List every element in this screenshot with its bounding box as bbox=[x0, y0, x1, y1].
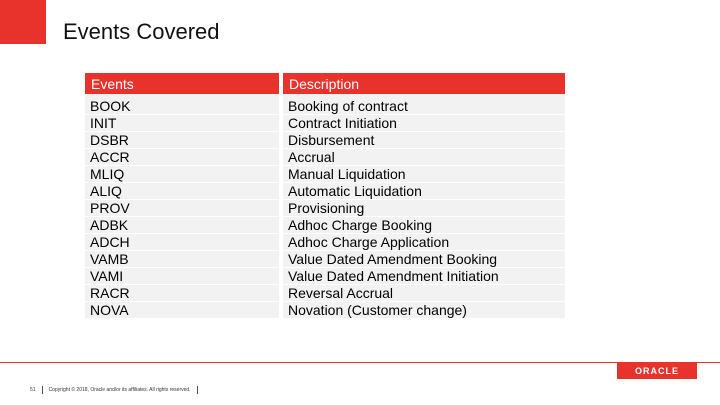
table-row bbox=[85, 268, 565, 285]
table-row bbox=[85, 94, 565, 115]
table-row bbox=[85, 149, 565, 166]
event-code: ALIQ bbox=[85, 183, 281, 200]
table-header-row bbox=[85, 73, 565, 94]
event-description: Value Dated Amendment Booking bbox=[281, 251, 565, 268]
event-code: VAMI bbox=[85, 268, 281, 285]
event-code: VAMB bbox=[85, 251, 281, 268]
table-row bbox=[85, 115, 565, 132]
header-events: Events bbox=[85, 73, 281, 94]
event-description: Disbursement bbox=[281, 132, 565, 149]
page-number: 51 bbox=[30, 387, 36, 393]
event-description: Value Dated Amendment Initiation bbox=[281, 268, 565, 285]
event-code: MLIQ bbox=[85, 166, 281, 183]
events-table bbox=[85, 73, 565, 319]
event-code: ACCR bbox=[85, 149, 281, 166]
slide-title: Events Covered bbox=[63, 19, 220, 44]
table-row bbox=[85, 302, 565, 319]
event-code: RACR bbox=[85, 285, 281, 302]
header-description: Description bbox=[281, 73, 565, 94]
table-row bbox=[85, 234, 565, 251]
event-description: Adhoc Charge Booking bbox=[281, 217, 565, 234]
copyright-text: Copyright © 2018, Oracle and/or its affiliates. All rights reserved. bbox=[48, 387, 191, 393]
event-description: Automatic Liquidation bbox=[281, 183, 565, 200]
table-row bbox=[85, 285, 565, 302]
footer-separator bbox=[42, 386, 43, 394]
event-code: INIT bbox=[85, 115, 281, 132]
event-description: Adhoc Charge Application bbox=[281, 234, 565, 251]
table-row bbox=[85, 217, 565, 234]
table-row bbox=[85, 183, 565, 200]
table-row bbox=[85, 132, 565, 149]
table-row bbox=[85, 200, 565, 217]
footer bbox=[30, 386, 198, 394]
footer-rule bbox=[0, 362, 720, 363]
event-code: BOOK bbox=[85, 94, 281, 115]
footer-separator bbox=[197, 386, 198, 394]
oracle-logo: ORACLE bbox=[617, 362, 697, 379]
table-row bbox=[85, 251, 565, 268]
event-description: Provisioning bbox=[281, 200, 565, 217]
event-description: Manual Liquidation bbox=[281, 166, 565, 183]
event-description: Accrual bbox=[281, 149, 565, 166]
event-description: Reversal Accrual bbox=[281, 285, 565, 302]
event-code: PROV bbox=[85, 200, 281, 217]
event-code: DSBR bbox=[85, 132, 281, 149]
event-description: Contract Initiation bbox=[281, 115, 565, 132]
event-description: Booking of contract bbox=[281, 94, 565, 115]
event-code: NOVA bbox=[85, 302, 281, 319]
accent-block bbox=[0, 0, 46, 44]
event-code: ADCH bbox=[85, 234, 281, 251]
table-row bbox=[85, 166, 565, 183]
event-code: ADBK bbox=[85, 217, 281, 234]
event-description: Novation (Customer change) bbox=[281, 302, 565, 319]
